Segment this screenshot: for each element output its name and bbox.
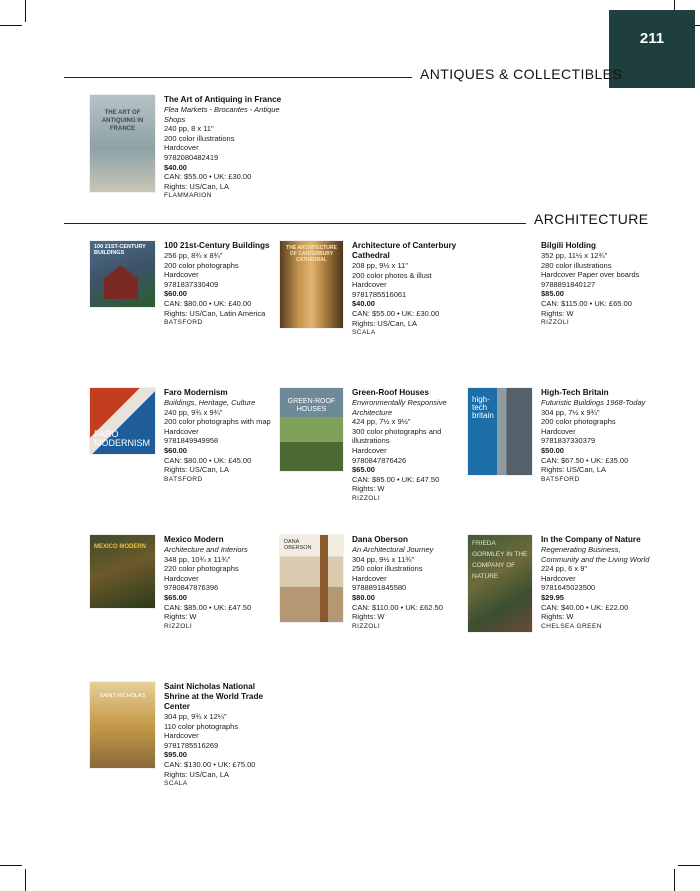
book-spec: 240 pp, 9¾ x 9¾" <box>164 407 223 417</box>
book-publisher: RIZZOLI <box>352 494 381 502</box>
book-cover <box>280 388 343 471</box>
book-publisher: CHELSEA GREEN <box>541 622 602 630</box>
book-title: Saint Nicholas National Shrine at the World Trade Center <box>164 682 264 711</box>
book-entry <box>280 535 470 631</box>
book-intl-price: CAN: $67.50 • UK: £35.00 <box>541 455 629 465</box>
book-title: Architecture of Canterbury Cathedral <box>352 241 457 260</box>
book-spec: Hardcover <box>352 573 387 583</box>
cover-title: THE ART OF ANTIQUING IN FRANCE <box>101 110 144 132</box>
book-isbn: 9781785516061 <box>352 289 407 299</box>
book-details <box>164 535 282 631</box>
book-rights: Rights: W <box>164 612 197 622</box>
book-spec: 200 color photographs with map <box>164 417 271 427</box>
book-publisher: SCALA <box>352 329 376 337</box>
book-cover <box>90 535 155 608</box>
book-publisher: BATSFORD <box>541 475 580 483</box>
book-spec: Hardcover <box>164 426 199 436</box>
book-details <box>352 241 470 338</box>
cover-building-shape <box>104 265 138 299</box>
book-spec: Hardcover <box>541 426 576 436</box>
cover-title: high-tech britain <box>472 395 494 420</box>
book-publisher: FLAMMARION <box>164 192 212 200</box>
book-spec: Hardcover <box>352 445 387 455</box>
book-spec: 224 pp, 6 x 9" <box>541 564 588 574</box>
book-details <box>164 682 282 789</box>
book-spec: 304 pp, 9½ x 11¾" <box>352 554 415 564</box>
cover-pillar-shape <box>320 535 328 622</box>
book-intl-price: CAN: $80.00 • UK: £40.00 <box>164 298 252 308</box>
book-isbn: 9781837330379 <box>541 436 596 446</box>
book-entry <box>90 682 282 789</box>
book-intl-price: CAN: $55.00 • UK: £30.00 <box>352 308 440 318</box>
book-cover <box>468 535 532 632</box>
book-isbn: 9781837330409 <box>164 279 219 289</box>
book-cover <box>90 682 155 768</box>
book-publisher: RIZZOLI <box>541 319 570 327</box>
book-title: High-Tech Britain <box>541 388 609 397</box>
book-intl-price: CAN: $130.00 • UK: £75.00 <box>164 759 256 769</box>
book-spec: 208 pp, 9½ x 11" <box>352 261 408 270</box>
book-cover <box>90 95 155 192</box>
book-spec: 348 pp, 10¾ x 11¾" <box>164 554 231 564</box>
cover-title: SAINT NICHOLAS <box>99 693 146 699</box>
book-subtitle: Environmentally Responsive Architecture <box>352 398 447 417</box>
book-subtitle: An Architectural Journey <box>352 545 434 554</box>
book-price: $60.00 <box>164 445 187 455</box>
book-title: Faro Modernism <box>164 388 228 397</box>
cover-title: DANA OBERSON <box>284 539 312 551</box>
book-spec: 304 pp, 7½ x 9¾" <box>541 407 600 417</box>
book-spec: 256 pp, 8¾ x 8¾" <box>164 251 223 260</box>
book-spec: Hardcover <box>164 731 199 741</box>
book-spec: 220 color photographs <box>164 564 239 574</box>
page-number: 211 <box>609 10 695 88</box>
cover-title: GREEN-ROOF HOUSES <box>287 398 336 413</box>
book-spec: 200 color photographs <box>164 260 239 270</box>
book-title: Dana Oberson <box>352 535 408 544</box>
book-spec: 300 color photographs and illustrations <box>352 426 442 446</box>
book-rights: Rights: W <box>541 612 574 622</box>
book-entry <box>90 95 282 201</box>
book-details <box>541 388 659 484</box>
book-publisher: SCALA <box>164 780 188 788</box>
book-intl-price: CAN: $80.00 • UK: £45.00 <box>164 455 252 465</box>
cover-title: THE ARCHITECTURE OF CANTERBURY CATHEDRAL <box>286 245 337 263</box>
book-isbn: 9780847876426 <box>352 455 407 465</box>
book-price: $65.00 <box>352 465 375 475</box>
book-isbn: 9788891840127 <box>541 279 596 289</box>
book-publisher: RIZZOLI <box>164 622 193 630</box>
cover-title: MEXICO MODERN <box>94 544 147 550</box>
book-rights: Rights: US/Can, LA <box>352 318 418 328</box>
book-rights: Rights: W <box>352 484 385 494</box>
book-details <box>352 388 470 504</box>
book-intl-price: CAN: $115.00 • UK: £65.00 <box>541 298 632 308</box>
book-spec: 200 color photographs <box>541 417 616 427</box>
book-spec: Hardcover <box>164 143 199 153</box>
book-details <box>164 388 282 484</box>
book-price: $80.00 <box>352 592 375 602</box>
book-rights: Rights: US/Can, LA <box>164 181 230 191</box>
book-title: The Art of Antiquing in France <box>164 95 282 104</box>
book-entry <box>541 241 659 328</box>
cover-title: FARO MODERNISM <box>94 429 150 448</box>
book-spec: 280 color illustrations <box>541 260 612 270</box>
book-details <box>541 241 659 328</box>
book-spec: Hardcover <box>164 573 199 583</box>
book-subtitle: Flea Markets - Brocantes - Antique Shops <box>164 105 280 124</box>
book-cover <box>280 241 343 328</box>
book-isbn: 9781849949958 <box>164 436 219 446</box>
book-isbn: 9781645023500 <box>541 583 596 593</box>
book-rights: Rights: W <box>352 612 385 622</box>
book-price: $40.00 <box>164 162 187 172</box>
book-price: $95.00 <box>164 750 187 760</box>
book-rights: Rights: US/Can, LA <box>541 465 607 475</box>
book-cover <box>280 535 343 622</box>
book-spec: 200 color photos & illust <box>352 270 432 280</box>
book-price: $85.00 <box>541 289 564 299</box>
book-spec: 240 pp, 8 x 11" <box>164 124 214 134</box>
cover-title: 100 21ST-CENTURY BUILDINGS <box>94 244 146 256</box>
book-entry <box>90 241 282 328</box>
book-spec: Hardcover <box>541 573 576 583</box>
book-price: $40.00 <box>352 299 375 309</box>
book-isbn: 9782080482419 <box>164 152 219 162</box>
book-entry <box>90 535 282 631</box>
book-rights: Rights: US/Can, LA <box>164 465 230 475</box>
book-title: In the Company of Nature <box>541 535 641 544</box>
book-title: Green-Roof Houses <box>352 388 429 397</box>
book-title: Bilgili Holding <box>541 241 597 250</box>
book-subtitle: Futuristic Buildings 1968-Today <box>541 398 646 407</box>
book-cover <box>90 388 155 454</box>
book-details <box>164 95 282 201</box>
book-publisher: BATSFORD <box>164 319 203 327</box>
book-entry <box>468 535 659 632</box>
book-rights: Rights: W <box>541 308 574 318</box>
book-spec: Hardcover <box>352 280 387 290</box>
book-publisher: BATSFORD <box>164 475 203 483</box>
book-details <box>541 535 659 632</box>
book-spec: 352 pp, 11½ x 12¾" <box>541 251 608 260</box>
book-subtitle: Architecture and Interiors <box>164 545 248 554</box>
book-entry <box>90 388 282 484</box>
book-publisher: RIZZOLI <box>352 622 381 630</box>
book-spec: 200 color illustrations <box>164 133 235 143</box>
book-spec: 424 pp, 7½ x 9½" <box>352 417 411 427</box>
section-rule <box>64 77 412 78</box>
book-subtitle: Buildings, Heritage, Culture <box>164 398 256 407</box>
book-price: $50.00 <box>541 445 564 455</box>
book-price: $29.95 <box>541 592 564 602</box>
book-cover <box>90 241 155 307</box>
book-rights: Rights: US/Can, Latin America <box>164 308 266 318</box>
book-intl-price: CAN: $55.00 • UK: £30.00 <box>164 172 252 182</box>
book-isbn: 9780847876396 <box>164 583 219 593</box>
book-spec: Hardcover <box>164 270 199 280</box>
section-rule <box>64 223 526 224</box>
book-spec: 110 color photographs <box>164 721 239 731</box>
book-subtitle: Regenerating Business, Community and the Living World <box>541 545 650 564</box>
book-price: $60.00 <box>164 289 187 299</box>
cover-title: FRIEDA GORMLEY IN THE COMPANY OF NATURE <box>472 540 528 580</box>
book-title: Mexico Modern <box>164 535 224 544</box>
book-isbn: 9788891845580 <box>352 583 407 593</box>
book-intl-price: CAN: $110.00 • UK: £62.50 <box>352 602 443 612</box>
book-spec: Hardcover Paper over boards <box>541 270 640 280</box>
book-rights: Rights: US/Can, LA <box>164 769 230 779</box>
book-intl-price: CAN: $40.00 • UK: £22.00 <box>541 602 629 612</box>
book-price: $65.00 <box>164 592 187 602</box>
book-spec: 304 pp, 9¾ x 12¼" <box>164 712 227 721</box>
book-details <box>164 241 282 328</box>
section-title-architecture: ARCHITECTURE <box>534 211 649 227</box>
book-entry <box>280 388 470 504</box>
book-details <box>352 535 470 631</box>
book-intl-price: CAN: $85.00 • UK: £47.50 <box>164 602 252 612</box>
book-title: 100 21st-Century Buildings <box>164 241 270 250</box>
book-cover <box>468 388 532 475</box>
book-spec: 250 color illustrations <box>352 564 423 574</box>
section-title-antiques: ANTIQUES & COLLECTIBLES <box>420 66 623 82</box>
book-isbn: 9781785516269 <box>164 740 219 750</box>
book-entry <box>280 241 470 338</box>
book-entry <box>468 388 659 484</box>
book-intl-price: CAN: $85.00 • UK: £47.50 <box>352 474 440 484</box>
